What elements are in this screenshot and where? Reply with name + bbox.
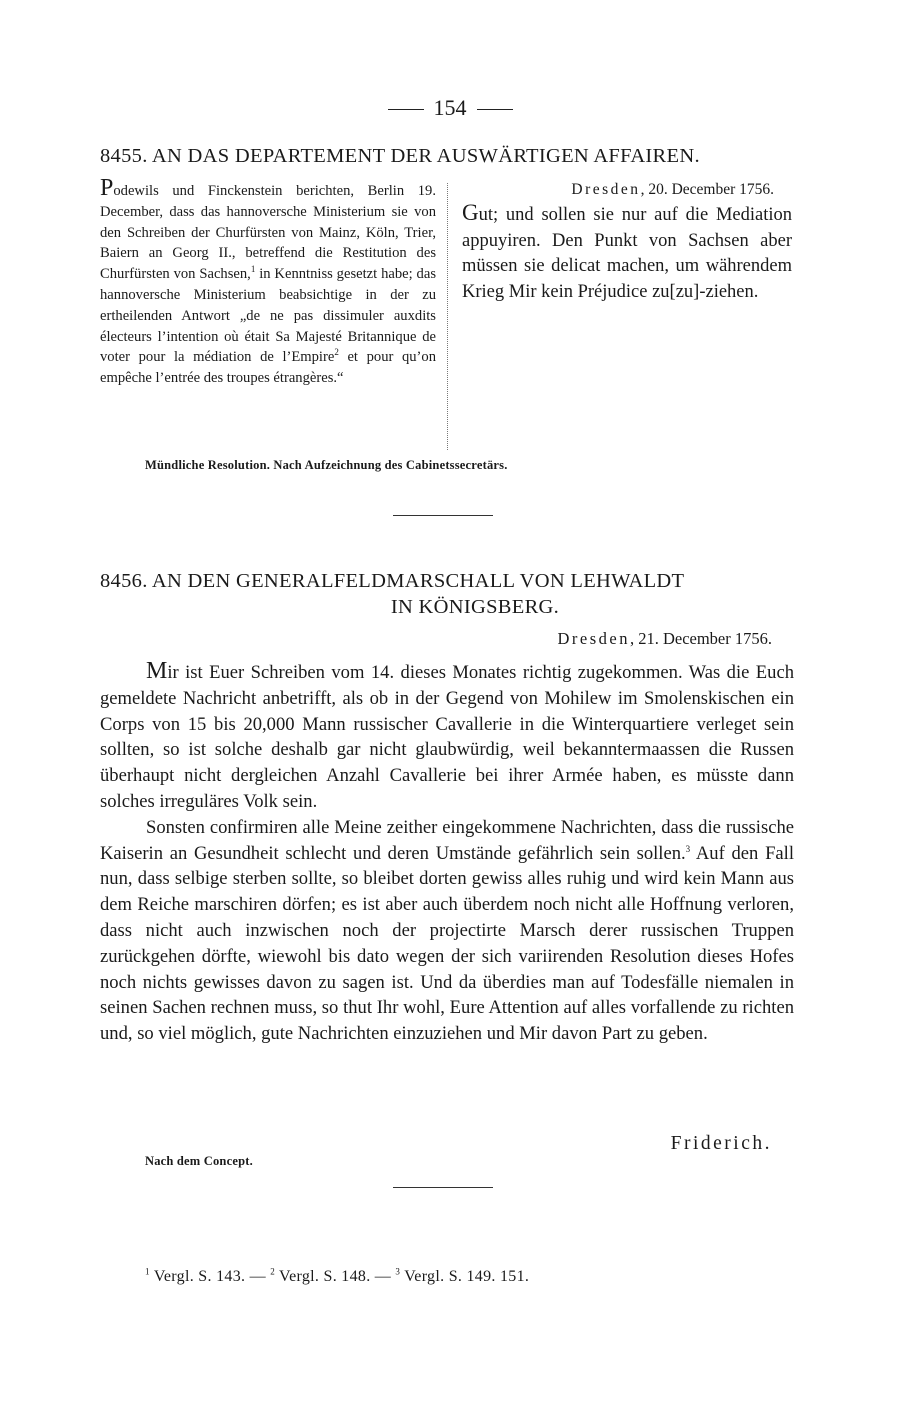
- section-divider-2: [393, 1187, 493, 1188]
- dateline-date: , 20. December 1756.: [640, 181, 774, 198]
- column-divider: [447, 183, 448, 450]
- dateline-place: Dresden: [557, 629, 630, 648]
- summary-text-a: odewils und Finckenstein berichten, Berlin 19. December, dass das hannoversche Ministerium sie von den Schreiben der Churfürsten von Mainz, Köln, Trier, Baiern an Georg II., betreffend die Restitution des Churfürsten von Sachsen,: [100, 183, 436, 283]
- footnote-ref-3: 3: [685, 843, 691, 854]
- entry-8456-letter: [100, 659, 794, 1047]
- summary-text-c: et pour qu’on empêche l’entrée des troupes étrangères.“: [100, 349, 437, 387]
- footnote-mark-1: 1: [145, 1266, 150, 1277]
- footnotes: [145, 1268, 529, 1286]
- page-number-dash-right: [477, 109, 513, 110]
- entry-8456-dateline: [500, 629, 772, 649]
- entry-8456-heading-line2: IN KÖNIGSBERG.: [390, 596, 560, 618]
- entry-8456-heading-line1: 8456. AN DEN GENERALFELDMARSCHALL VON LEHWALDT: [100, 570, 685, 592]
- footnote-text-1: Vergl. S. 143. —: [149, 1268, 271, 1285]
- footnote-mark-2: 2: [270, 1266, 276, 1277]
- footnote-ref-2: 2: [334, 347, 339, 358]
- entry-8455-heading: 8455. AN DAS DEPARTEMENT DER AUSWÄRTIGEN AFFAIREN.: [100, 145, 700, 167]
- letter-p1-text: ir ist Euer Schreiben vom 14. dieses Monates richtig zugekommen. Was die Euch gemeldete Nachricht anbetrifft, als ob in der Gegend von Mohilew im Smolenskischen ein Corps von 15 bis 20,000 Mann russischer Cavallerie in die Winterquartiere verleget sein sollten, so ist solche deshalb gar nicht glaubwürdig, weil bekanntermaassen die Russen überhaupt nicht dergleichen Anzahl Cavallerie bei ihrer Armée haben, es müsste dann solches irreguläres Volk sein.: [100, 662, 794, 812]
- footnote-ref-1: 1: [250, 264, 256, 275]
- entry-8456-source-note: Nach dem Concept.: [145, 1154, 253, 1168]
- page-number: [360, 95, 540, 121]
- summary-dropcap: P: [100, 175, 114, 201]
- dateline-date: , 21. December 1756.: [629, 629, 772, 648]
- resolution-body: [462, 200, 792, 305]
- footnote-mark-3: 3: [395, 1266, 401, 1277]
- letter-paragraph-2: [100, 815, 794, 1047]
- entry-8455-resolution: [462, 180, 792, 305]
- letter-paragraph-1: [100, 659, 794, 815]
- footnote-text-3: Vergl. S. 149. 151.: [400, 1268, 530, 1285]
- summary-text-b: in Kenntniss gesetzt habe; das hannoversche Ministerium beabsichtige in der zu ertheilenden Antwort „de ne pas dissimuler auxdits électeurs l’intention où était Sa Majesté Britannique de voter pour la médiation de l’Empire: [100, 266, 436, 366]
- dateline-place: Dresden: [571, 181, 641, 198]
- page-number-dash-left: [388, 109, 424, 110]
- entry-8456-heading: [100, 568, 800, 620]
- letter-dropcap: M: [146, 658, 168, 684]
- letter-p2-text-b: Auf den Fall nun, dass selbige sterben sollte, so bleibet dorten gewiss alles ruhig und wird kein Mann aus dem Reiche marschiren dörfen; es ist aber auch überdem noch nicht alle Hoffnung verloren, dass nicht auch inzwischen noch der projectirte Marsch derer russischen Truppen zurückgehen dörfte, wiewohl bis dato wegen der sich variirenden Resolution dieses Hofes noch nichts gewisses davon zu sagen ist. Und da überdies man auf Todesfälle niemalen in seinen Sachen rechnen muss, so thut Ihr wohl, Eure Attention auf alles vorfallende zu richten und, so viel möglich, gute Nachrichten einzuziehen und Mir davon Part zu geben.: [100, 842, 795, 1045]
- section-divider-1: [393, 515, 493, 516]
- letter-p2-text-a: Sonsten confirmiren alle Meine zeither eingekommene Nachrichten, dass die russische Kaiserin an Gesundheit schlecht und deren Umstände gefährlich sein sollen.: [100, 816, 794, 864]
- resolution-dropcap: G: [462, 200, 479, 225]
- entry-8455-summary: [100, 175, 437, 389]
- resolution-text: ut; und sollen sie nur auf die Mediation appuyiren. Den Punkt von Sachsen aber müssen sie delicat machen, um währendem Krieg Mir kein Préjudice zu[zu]-ziehen.: [462, 205, 792, 302]
- page-number-text: 154: [433, 95, 467, 120]
- footnote-text-2: Vergl. S. 148. —: [275, 1268, 396, 1285]
- entry-8455-source-note: Mündliche Resolution. Nach Aufzeichnung des Cabinetssecretärs.: [145, 458, 508, 472]
- entry-8455-dateline: [462, 180, 792, 200]
- signature: Friderich.: [670, 1133, 772, 1154]
